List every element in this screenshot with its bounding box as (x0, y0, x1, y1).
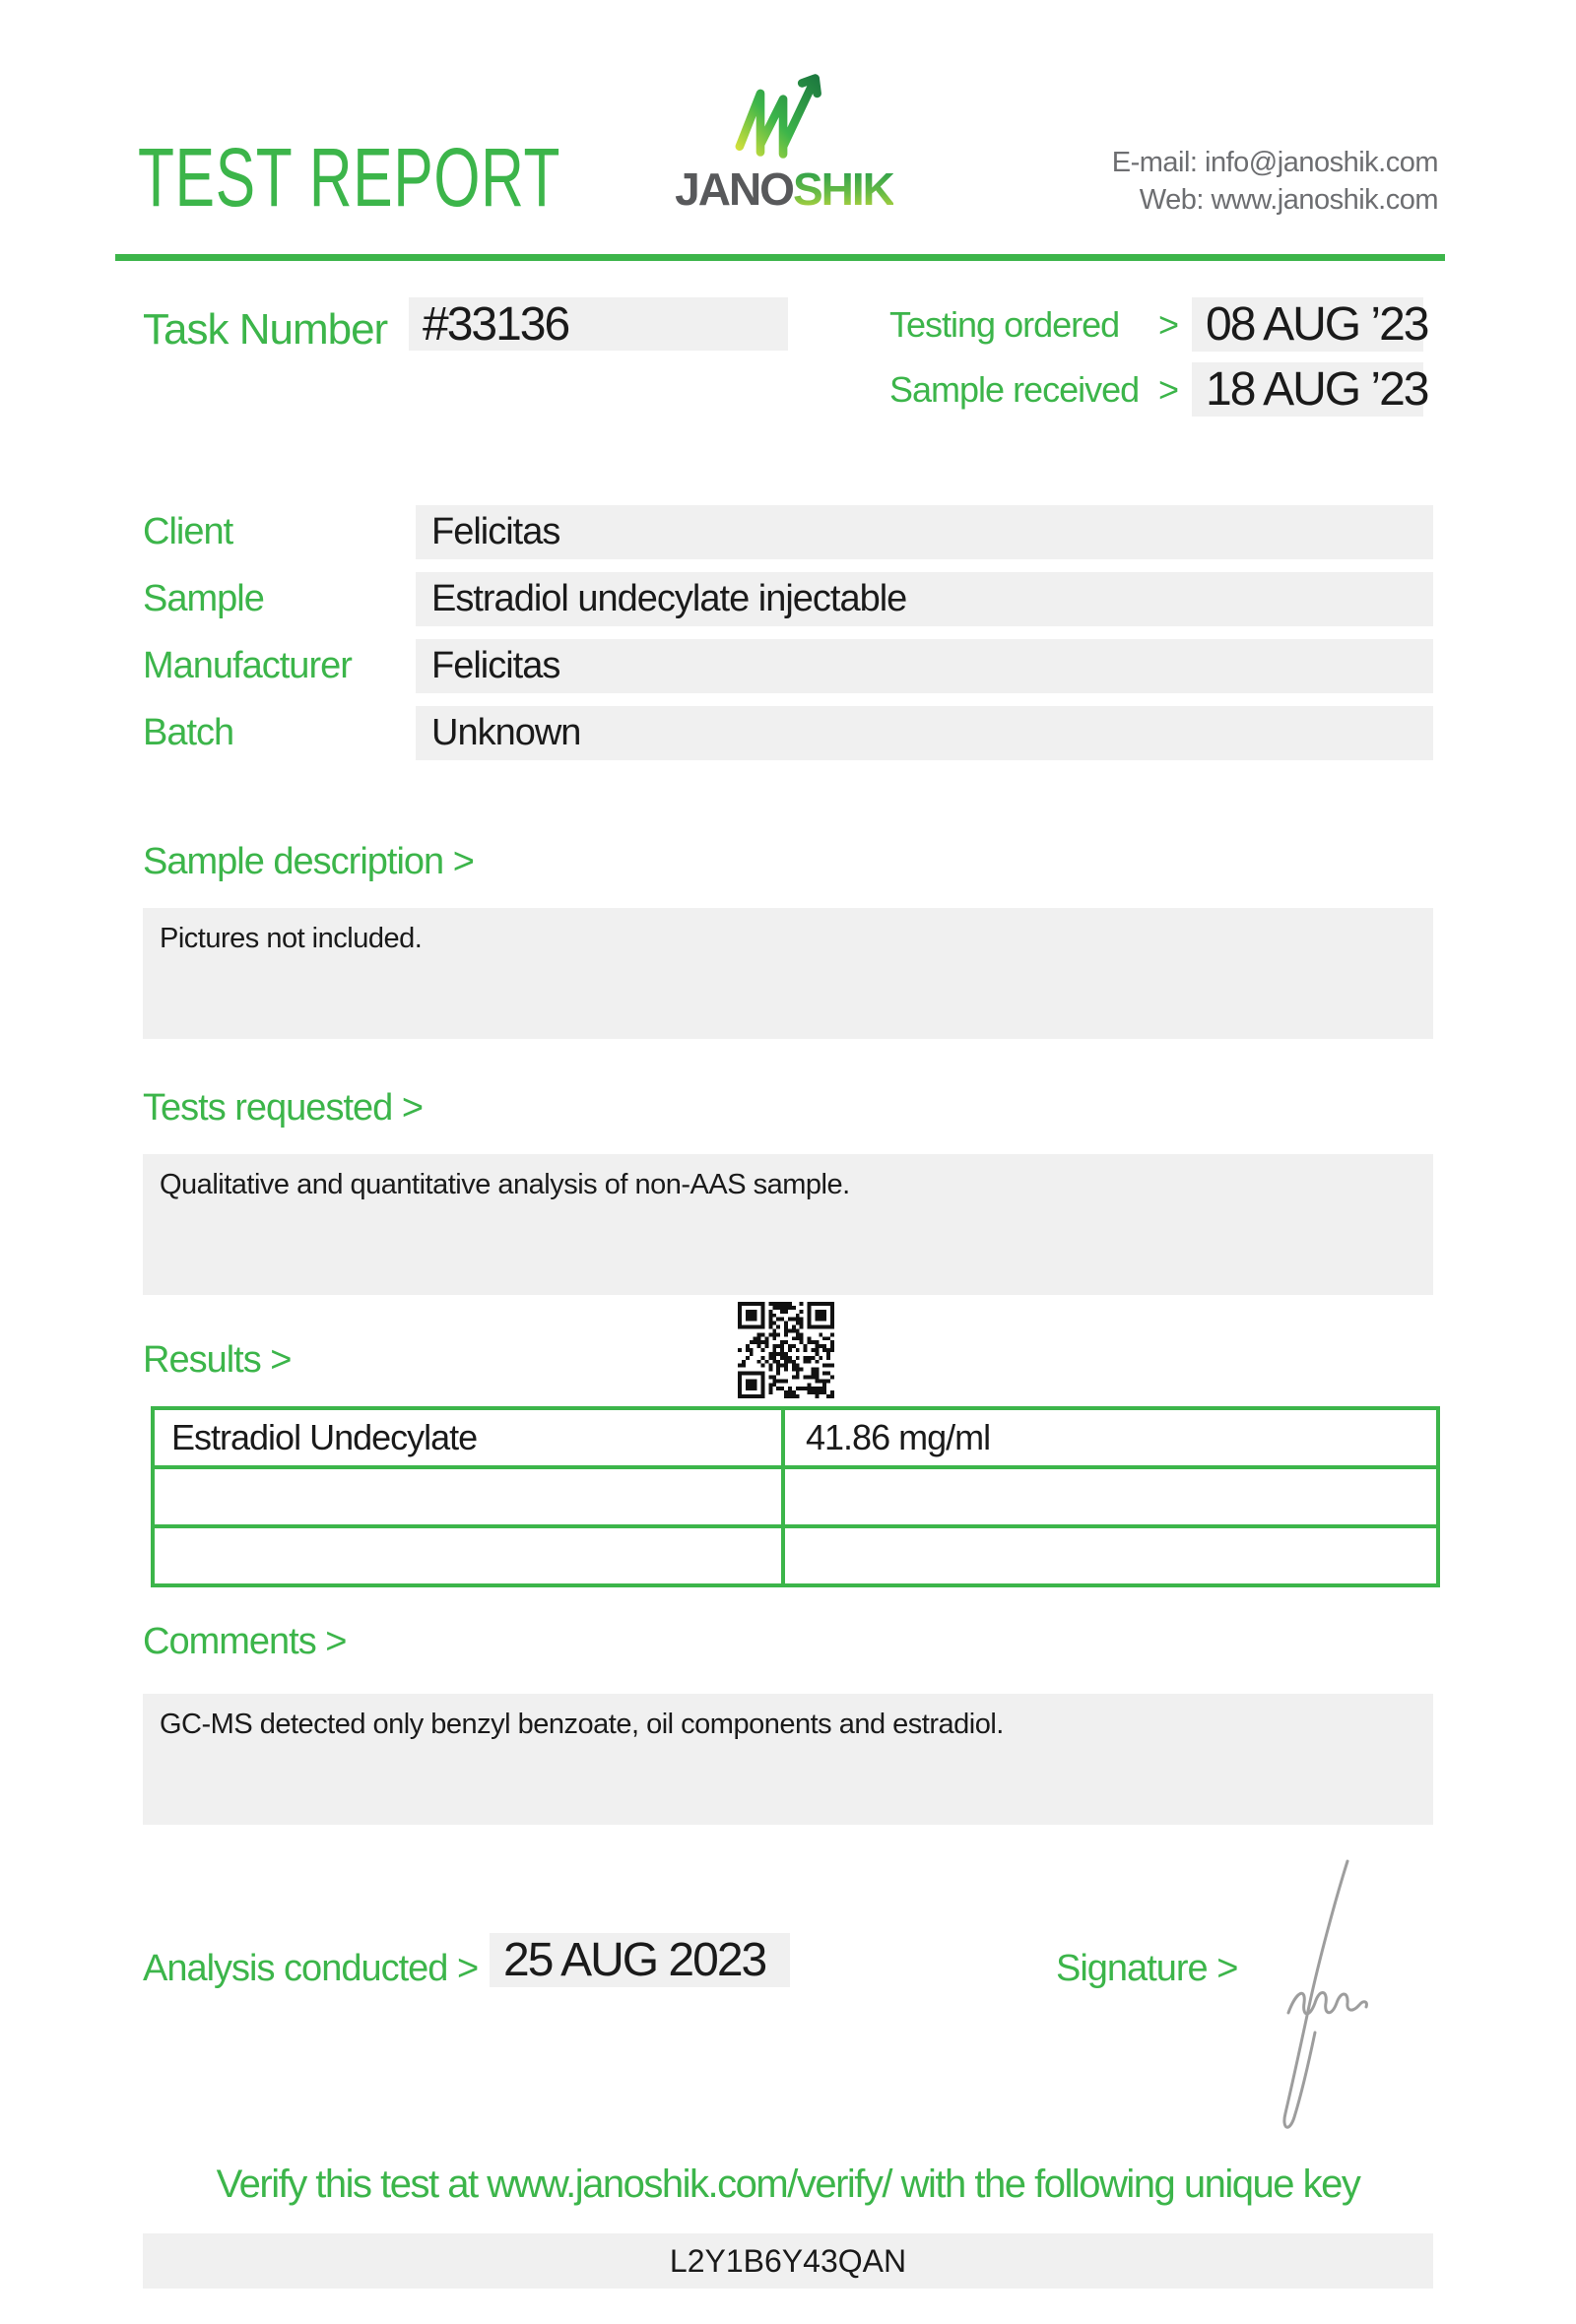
result-substance (155, 1469, 785, 1524)
growth-chart-icon (731, 69, 837, 163)
sample-received-arrow: > (1157, 368, 1178, 410)
signature-label: Signature > (1056, 1948, 1238, 1989)
results-heading: Results > (143, 1339, 292, 1381)
analysis-conducted-label: Analysis conducted > (143, 1948, 479, 1989)
comments-box (143, 1694, 1433, 1825)
sample-received-box (1192, 362, 1428, 417)
unique-key-box (143, 2233, 1433, 2289)
manufacturer-value-box (416, 639, 1433, 693)
sample-value: Estradiol undecylate injectable (431, 578, 907, 619)
logo-wordmark (626, 165, 942, 213)
sample-received-value: 18 AUG ’23 (1206, 363, 1428, 416)
testing-ordered-arrow: > (1157, 303, 1178, 345)
tests-requested-heading: Tests requested > (143, 1087, 424, 1129)
sample-description-body: Pictures not included. (160, 923, 423, 954)
header-divider (115, 254, 1445, 261)
contact-web: Web: www.janoshik.com (1139, 184, 1438, 216)
result-amount: 41.86 mg/ml (806, 1417, 991, 1457)
task-number-label: Task Number (143, 305, 388, 354)
testing-ordered-label: Testing ordered (889, 303, 1120, 345)
result-amount (785, 1528, 1436, 1583)
sample-received-row (889, 362, 1428, 417)
info-row-client (143, 505, 1433, 559)
sample-description-box (143, 908, 1433, 1039)
client-value: Felicitas (431, 511, 560, 552)
batch-value-box (416, 706, 1433, 760)
logo-part-shik: SHIK (792, 163, 893, 215)
sample-received-label: Sample received (889, 368, 1140, 410)
task-number-box (409, 297, 788, 351)
signature-image (1253, 1855, 1411, 2141)
sample-value-box (416, 572, 1433, 626)
task-number-value: #33136 (423, 297, 569, 351)
logo-part-jano: JANO (675, 163, 793, 215)
tests-requested-box (143, 1154, 1433, 1295)
batch-value: Unknown (431, 712, 581, 753)
unique-key-value: L2Y1B6Y43QAN (669, 2242, 907, 2279)
info-row-sample (143, 572, 1433, 626)
sample-description-heading: Sample description > (143, 841, 474, 882)
sample-label: Sample (143, 578, 264, 619)
comments-heading: Comments > (143, 1621, 347, 1662)
analysis-conducted-value: 25 AUG 2023 (503, 1934, 766, 1986)
analysis-conducted-box (490, 1933, 790, 1987)
testing-ordered-value: 08 AUG ’23 (1206, 298, 1428, 351)
batch-label: Batch (143, 712, 234, 753)
contact-email: E-mail: info@janoshik.com (1111, 147, 1438, 178)
client-label: Client (143, 511, 233, 552)
results-table-row (155, 1410, 1436, 1469)
result-amount (785, 1469, 1436, 1524)
results-table-row (155, 1528, 1436, 1583)
info-row-manufacturer (143, 639, 1433, 693)
manufacturer-label: Manufacturer (143, 645, 352, 686)
page-title: TEST REPORT (138, 131, 561, 224)
result-substance (155, 1528, 785, 1583)
comments-body: GC-MS detected only benzyl benzoate, oil components and estradiol. (160, 1709, 1004, 1740)
verify-instruction: Verify this test at www.janoshik.com/verify/ with the following unique key (216, 2163, 1360, 2206)
testing-ordered-row (889, 297, 1428, 352)
qr-code (738, 1302, 834, 1398)
results-table-row (155, 1469, 1436, 1528)
client-value-box (416, 505, 1433, 559)
testing-ordered-box (1192, 297, 1428, 352)
result-substance: Estradiol Undecylate (155, 1410, 785, 1465)
janoshik-logo (626, 69, 942, 213)
manufacturer-value: Felicitas (431, 645, 560, 686)
info-row-batch (143, 706, 1433, 760)
tests-requested-body: Qualitative and quantitative analysis of non-AAS sample. (160, 1169, 850, 1200)
results-table (151, 1406, 1440, 1587)
contact-info (1112, 144, 1438, 219)
